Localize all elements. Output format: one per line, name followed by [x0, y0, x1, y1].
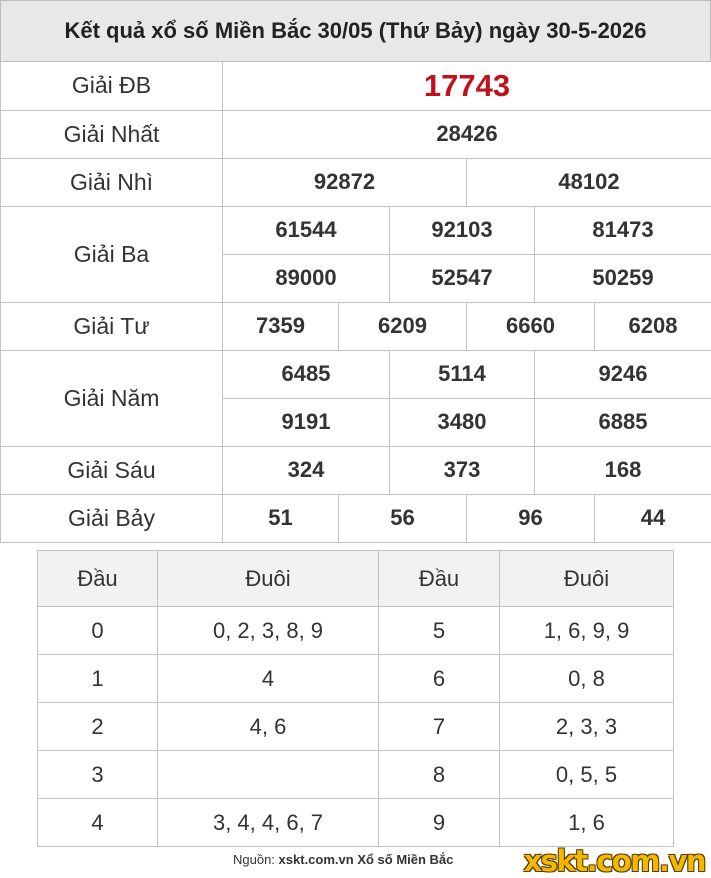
source-suffix: Xổ số Miền Bắc	[353, 852, 454, 867]
prize-label: Giải Ba	[1, 206, 223, 302]
column-header: Đầu	[379, 551, 500, 607]
table-row	[38, 703, 674, 751]
dau-cell: 6	[379, 655, 500, 703]
dau-cell: 1	[38, 655, 158, 703]
prize-row-ba	[1, 206, 711, 254]
prize-number: 89000	[223, 254, 390, 302]
prize-label: Giải ĐB	[1, 62, 223, 110]
prize-label: Giải Bảy	[1, 494, 223, 542]
site-logo[interactable]: xskt.com.vn	[523, 844, 705, 878]
column-header: Đuôi	[500, 551, 674, 607]
prize-row-nam	[1, 350, 711, 398]
dau-cell: 9	[379, 799, 500, 847]
prize-number: 5114	[390, 350, 535, 398]
prize-number: 7359	[223, 302, 339, 350]
dau-cell: 0	[38, 607, 158, 655]
prize-number: 48102	[467, 158, 711, 206]
prize-label: Giải Nhì	[1, 158, 223, 206]
prize-row-tu	[1, 302, 711, 350]
prize-number: 9191	[223, 398, 390, 446]
prize-number: 50259	[535, 254, 711, 302]
dau-cell: 4	[38, 799, 158, 847]
prize-number: 6485	[223, 350, 390, 398]
prize-number: 61544	[223, 206, 390, 254]
page-title: Kết quả xổ số Miền Bắc 30/05 (Thứ Bảy) ngày 30-5-2026	[0, 0, 711, 62]
duoi-cell: 2, 3, 3	[500, 703, 674, 751]
duoi-cell	[158, 751, 379, 799]
column-header: Đầu	[38, 551, 158, 607]
prize-label: Giải Nhất	[1, 110, 223, 158]
prize-number: 28426	[223, 110, 711, 158]
prize-number: 373	[390, 446, 535, 494]
special-prize-number: 17743	[223, 62, 711, 110]
prize-number: 81473	[535, 206, 711, 254]
prize-number: 96	[467, 494, 595, 542]
prize-row-nhat	[1, 110, 711, 158]
dau-cell: 7	[379, 703, 500, 751]
prize-number: 44	[595, 494, 711, 542]
source-site-link[interactable]: xskt.com.vn	[278, 852, 354, 867]
column-header: Đuôi	[158, 551, 379, 607]
prize-number: 6208	[595, 302, 711, 350]
prize-number: 9246	[535, 350, 711, 398]
prize-number: 51	[223, 494, 339, 542]
prize-label: Giải Tư	[1, 302, 223, 350]
prize-label: Giải Sáu	[1, 446, 223, 494]
prize-number: 6885	[535, 398, 711, 446]
prize-number: 6209	[339, 302, 467, 350]
dau-duoi-header-row	[38, 551, 674, 607]
duoi-cell: 0, 5, 5	[500, 751, 674, 799]
table-row	[38, 799, 674, 847]
prize-number: 92872	[223, 158, 467, 206]
dau-cell: 3	[38, 751, 158, 799]
dau-cell: 8	[379, 751, 500, 799]
footer	[0, 846, 711, 878]
source-credit	[233, 852, 453, 867]
duoi-cell: 3, 4, 4, 6, 7	[158, 799, 379, 847]
prize-number: 3480	[390, 398, 535, 446]
dau-cell: 2	[38, 703, 158, 751]
prize-row-bay	[1, 494, 711, 542]
results-table	[0, 62, 711, 543]
duoi-cell: 4, 6	[158, 703, 379, 751]
duoi-cell: 0, 2, 3, 8, 9	[158, 607, 379, 655]
duoi-cell: 1, 6, 9, 9	[500, 607, 674, 655]
table-row	[38, 751, 674, 799]
prize-number: 324	[223, 446, 390, 494]
prize-number: 92103	[390, 206, 535, 254]
duoi-cell: 1, 6	[500, 799, 674, 847]
duoi-cell: 0, 8	[500, 655, 674, 703]
prize-label: Giải Năm	[1, 350, 223, 446]
table-row	[38, 607, 674, 655]
dau-cell: 5	[379, 607, 500, 655]
table-row	[38, 655, 674, 703]
duoi-cell: 4	[158, 655, 379, 703]
prize-row-db	[1, 62, 711, 110]
prize-row-nhi	[1, 158, 711, 206]
dau-duoi-table	[37, 550, 674, 847]
prize-number: 52547	[390, 254, 535, 302]
prize-row-sau	[1, 446, 711, 494]
source-prefix: Nguồn:	[233, 852, 279, 867]
prize-number: 6660	[467, 302, 595, 350]
prize-number: 168	[535, 446, 711, 494]
prize-number: 56	[339, 494, 467, 542]
